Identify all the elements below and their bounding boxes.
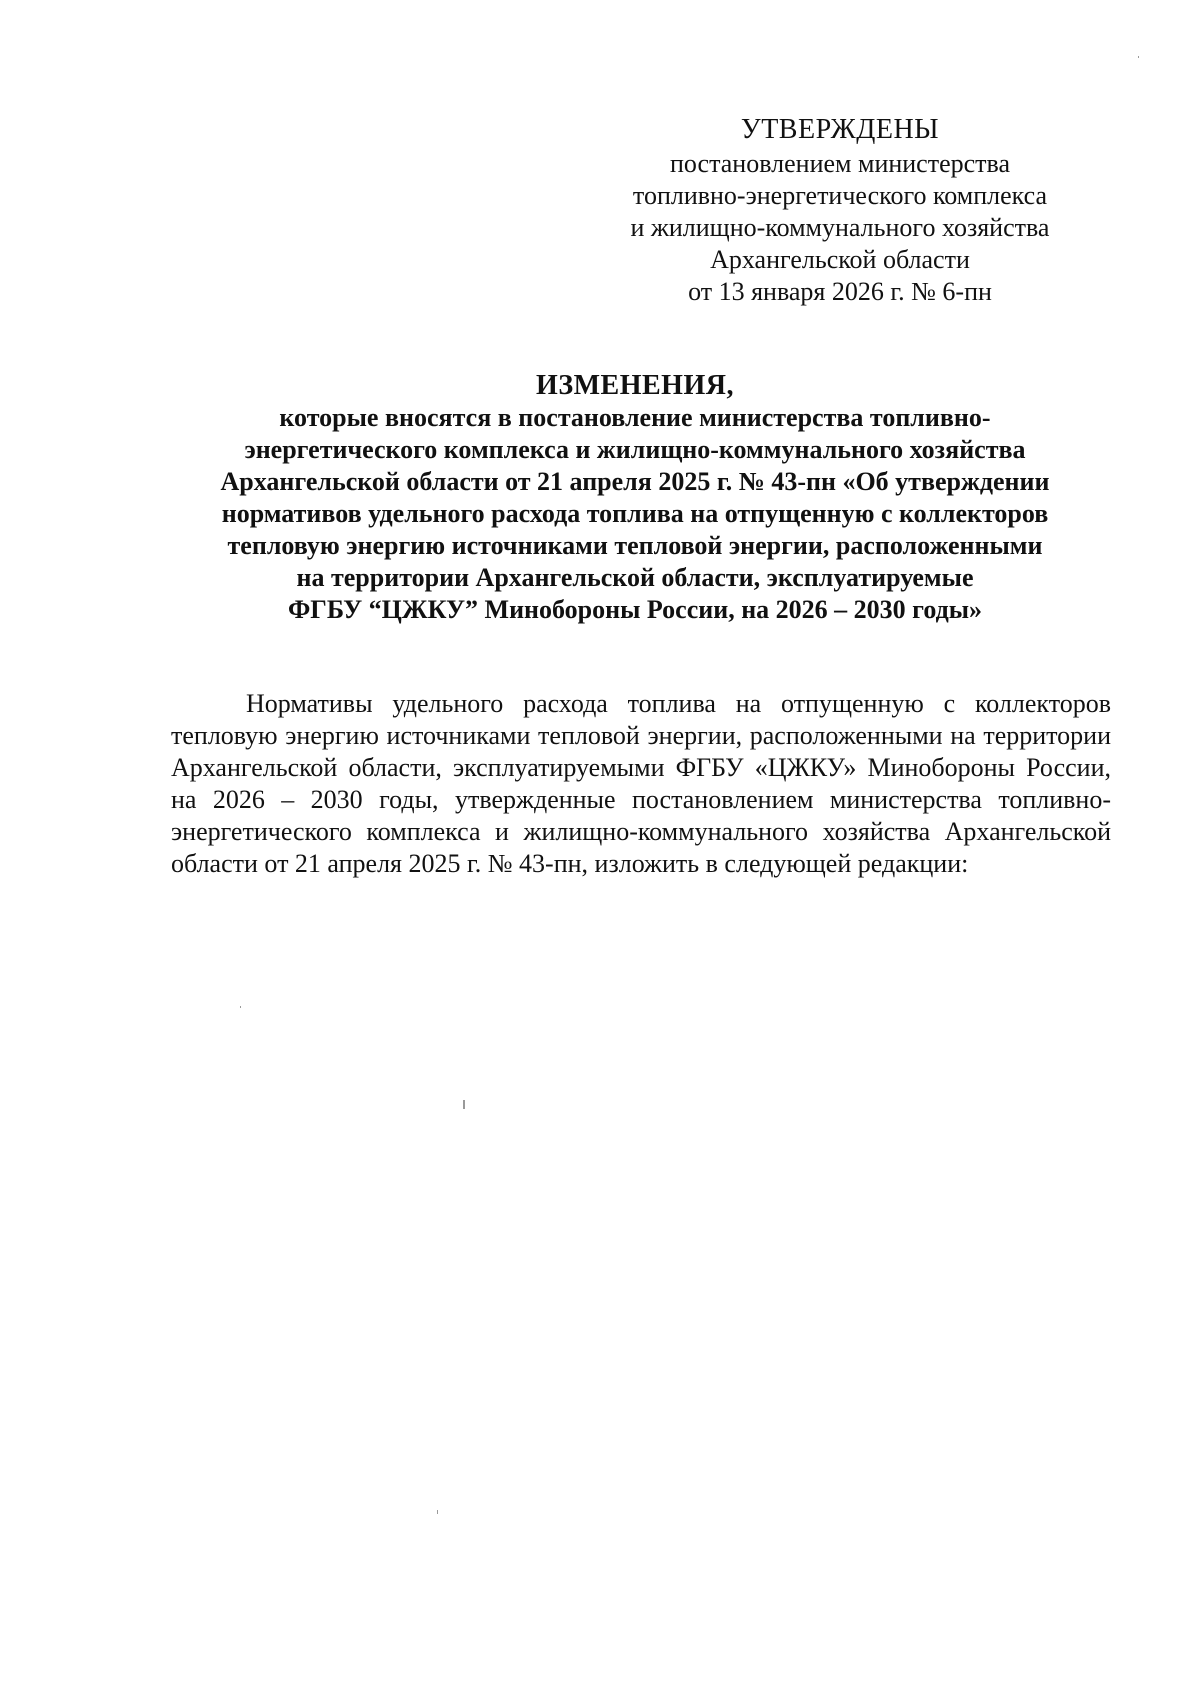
heading-title: ИЗМЕНЕНИЯ, — [536, 370, 734, 401]
scan-speck — [437, 1510, 438, 1514]
heading-line: которые вносятся в постановление министерства топливно- — [279, 403, 991, 432]
heading-line: тепловую энергию источниками тепловой энергии, расположенными — [227, 531, 1043, 560]
approval-line: Архангельской области — [710, 245, 970, 274]
heading-line: нормативов удельного расхода топлива на отпущенную с коллекторов — [221, 499, 1049, 528]
approval-line: постановлением министерства — [669, 149, 1011, 178]
scan-speck — [1138, 56, 1139, 58]
approval-line: и жилищно-коммунального хозяйства — [630, 213, 1050, 242]
scan-speck — [463, 1100, 465, 1109]
approval-line: топливно-энергетического комплекса — [632, 181, 1048, 210]
heading-line: на территории Архангельской области, эксплуатируемые — [296, 563, 974, 592]
document-heading — [160, 370, 1110, 626]
heading-line: энергетического комплекса и жилищно-коммунального хозяйства — [244, 435, 1026, 464]
heading-line: Архангельской области от 21 апреля 2025 г. № 43-пн «Об утверждении — [220, 467, 1050, 496]
scan-speck — [240, 1006, 241, 1008]
body-paragraph: Нормативы удельного расхода топлива на отпущенную с коллекторов тепловую энергию источниками тепловой энергии, расположенными на территории Архангельской области, эксплуатируемыми ФГБУ «ЦЖКУ» Минобороны России, на 2026 – 2030 годы, утвержденные постановлением министерства топливно-энергетического комплекса и жилищно-коммунального хозяйства Архангельской области от 21 апреля 2025 г. № 43-пн, изложить в следующей редакции: — [171, 689, 1111, 878]
approval-title: УТВЕРЖДЕНЫ — [740, 114, 940, 145]
approval-date-line: от 13 января 2026 г. № 6-пн — [688, 277, 992, 306]
approval-stamp-block — [620, 114, 1060, 308]
heading-line: ФГБУ “ЦЖКУ” Минобороны России, на 2026 – 2030 годы» — [287, 595, 983, 624]
